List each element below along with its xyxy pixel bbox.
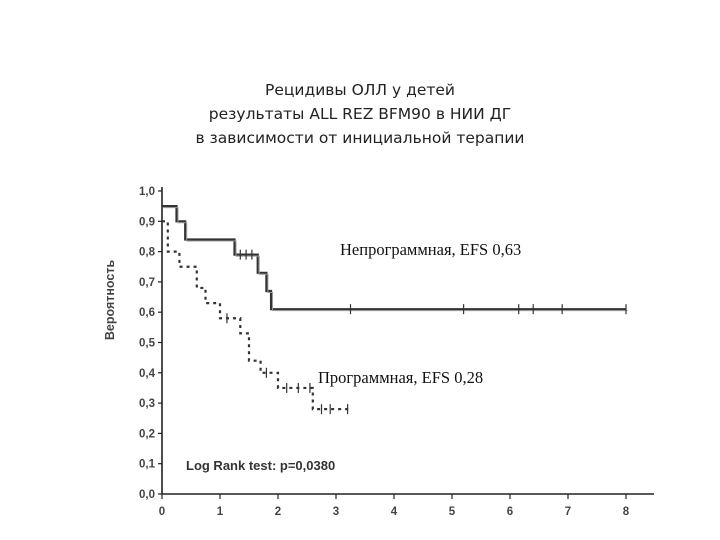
x-tick-label: 5 xyxy=(448,506,456,518)
x-tick-label: 2 xyxy=(274,506,282,518)
log-rank-annotation: Log Rank test: p=0,0380 xyxy=(186,458,336,473)
y-tick-label: 1,0 xyxy=(139,186,155,198)
y-tick-label: 0,0 xyxy=(139,489,155,501)
x-tick-label: 6 xyxy=(506,506,514,518)
y-tick-label: 0,7 xyxy=(139,276,155,289)
x-tick-label: 1 xyxy=(216,506,224,518)
y-tick-label: 0,2 xyxy=(139,428,155,441)
y-tick-label: 0,8 xyxy=(139,246,155,259)
y-tick-label: 0,6 xyxy=(139,307,155,320)
series-label-nonprogram: Непрограммная, EFS 0,63 xyxy=(340,240,522,259)
y-axis-label: Вероятность xyxy=(103,259,117,341)
y-tick-label: 0,3 xyxy=(139,398,155,411)
y-tick-label: 0,1 xyxy=(139,458,155,471)
title-line-2: результаты ALL REZ BFM90 в НИИ ДГ xyxy=(208,105,512,123)
y-tick-label: 0,5 xyxy=(139,337,155,350)
title-line-3: в зависимости от инициальной терапии xyxy=(195,129,525,147)
series-label-program: Программная, EFS 0,28 xyxy=(318,368,484,387)
chart-title xyxy=(0,78,720,150)
y-tick-label: 0,4 xyxy=(139,367,155,380)
x-tick-label: 8 xyxy=(622,506,630,518)
y-tick-label: 0,9 xyxy=(139,216,155,229)
x-tick-label: 4 xyxy=(390,506,398,518)
x-tick-label: 0 xyxy=(158,506,166,518)
x-tick-label: 7 xyxy=(564,506,572,518)
title-line-1: Рецидивы ОЛЛ у детей xyxy=(264,81,456,99)
x-tick-label: 3 xyxy=(332,506,340,518)
